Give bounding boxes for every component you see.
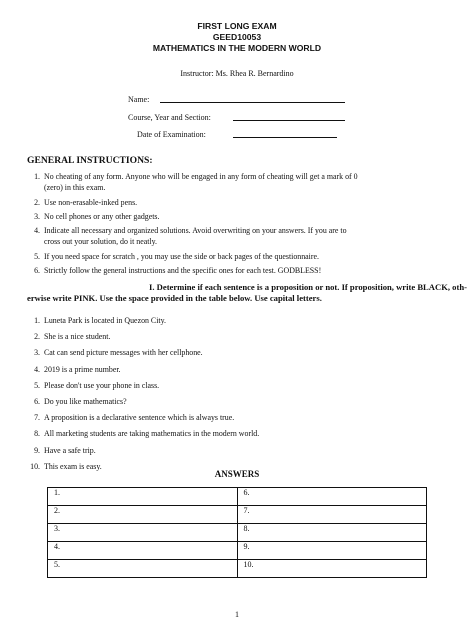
- instruction-number: 1.: [34, 172, 40, 181]
- instruction-number: 6.: [34, 266, 40, 275]
- instruction-text-continued: cross out your solution, do it neatly.: [44, 236, 158, 246]
- answer-cell[interactable]: 1.: [48, 488, 238, 506]
- date-blank[interactable]: [233, 137, 337, 138]
- instructor-line: Instructor: Ms. Rhea R. Bernardino: [180, 69, 294, 78]
- answer-cell[interactable]: 10.: [237, 560, 427, 578]
- answer-cell[interactable]: 9.: [237, 542, 427, 560]
- exam-title: FIRST LONG EXAM: [197, 21, 277, 31]
- instruction-text: No cheating of any form. Anyone who will be engaged in any form of cheating will get a mark of 0: [44, 172, 358, 181]
- question-number: 3.: [34, 348, 40, 358]
- section-one-directions-line1: I. Determine if each sentence is a proposition or not. If proposition, write BLACK, oth-: [149, 282, 467, 292]
- name-blank[interactable]: [160, 102, 345, 103]
- question-number: 8.: [34, 429, 40, 439]
- question-text: A proposition is a declarative sentence which is always true.: [44, 413, 235, 423]
- question-number: 10.: [30, 461, 40, 471]
- answer-cell[interactable]: 3.: [48, 524, 238, 542]
- course-label: Course, Year and Section:: [128, 113, 211, 122]
- answer-cell[interactable]: 2.: [48, 506, 238, 524]
- answer-cell[interactable]: 4.: [48, 542, 238, 560]
- question-text: Luneta Park is located in Quezon City.: [44, 316, 166, 325]
- answers-row: [48, 488, 427, 506]
- instruction-text: Use non-erasable-inked pens.: [44, 198, 138, 207]
- page-number: 1: [235, 610, 239, 619]
- question-number: 4.: [34, 364, 40, 374]
- question-text: All marketing students are taking mathematics in the modern world.: [44, 429, 260, 439]
- instruction-text: Indicate all necessary and organized solutions. Avoid overwriting on your answers. If you are to: [44, 226, 347, 235]
- question-number: 9.: [34, 445, 40, 455]
- course-title: MATHEMATICS IN THE MODERN WORLD: [152, 43, 322, 53]
- question-text: Have a safe trip.: [44, 445, 96, 455]
- question-text: Cat can send picture messages with her cellphone.: [44, 348, 203, 358]
- name-label: Name:: [128, 95, 150, 104]
- question-number: 6.: [34, 397, 40, 406]
- answer-cell[interactable]: 5.: [48, 560, 238, 578]
- answers-table: [47, 487, 427, 578]
- instruction-text: If you need space for scratch , you may use the side or back pages of the questionnaire.: [44, 252, 319, 261]
- question-number: 7.: [34, 413, 40, 423]
- question-number: 1.: [34, 316, 40, 325]
- question-number: 5.: [34, 380, 40, 390]
- answers-row: [48, 560, 427, 578]
- question-number: 2.: [34, 332, 40, 342]
- answers-heading: ANSWERS: [214, 469, 260, 479]
- instruction-number: 5.: [34, 252, 40, 261]
- instruction-number: 2.: [34, 198, 40, 207]
- answer-cell[interactable]: 8.: [237, 524, 427, 542]
- question-text: 2019 is a prime number.: [44, 364, 121, 374]
- question-text: She is a nice student.: [44, 332, 111, 342]
- course-code: GEED10053: [212, 32, 262, 42]
- answers-row: [48, 524, 427, 542]
- instruction-number: 3.: [34, 212, 40, 221]
- course-blank[interactable]: [233, 120, 345, 121]
- instruction-number: 4.: [34, 226, 40, 235]
- answers-row: [48, 506, 427, 524]
- section-one-directions-line2: erwise write PINK. Use the space provided in the table below. Use capital letters.: [27, 293, 322, 303]
- question-text: Please don't use your phone in class.: [44, 380, 160, 390]
- answers-row: [48, 542, 427, 560]
- question-text: This exam is easy.: [44, 461, 102, 471]
- general-instructions-heading: GENERAL INSTRUCTIONS:: [27, 155, 153, 166]
- instruction-text-continued: (zero) in this exam.: [44, 182, 106, 192]
- date-label: Date of Examination:: [137, 130, 206, 139]
- question-text: Do you like mathematics?: [44, 397, 127, 406]
- answer-cell[interactable]: 7.: [237, 506, 427, 524]
- instruction-text: Strictly follow the general instructions and the specific ones for each test. GODBLESS!: [44, 266, 322, 275]
- instruction-text: No cell phones or any other gadgets.: [44, 212, 160, 221]
- answer-cell[interactable]: 6.: [237, 488, 427, 506]
